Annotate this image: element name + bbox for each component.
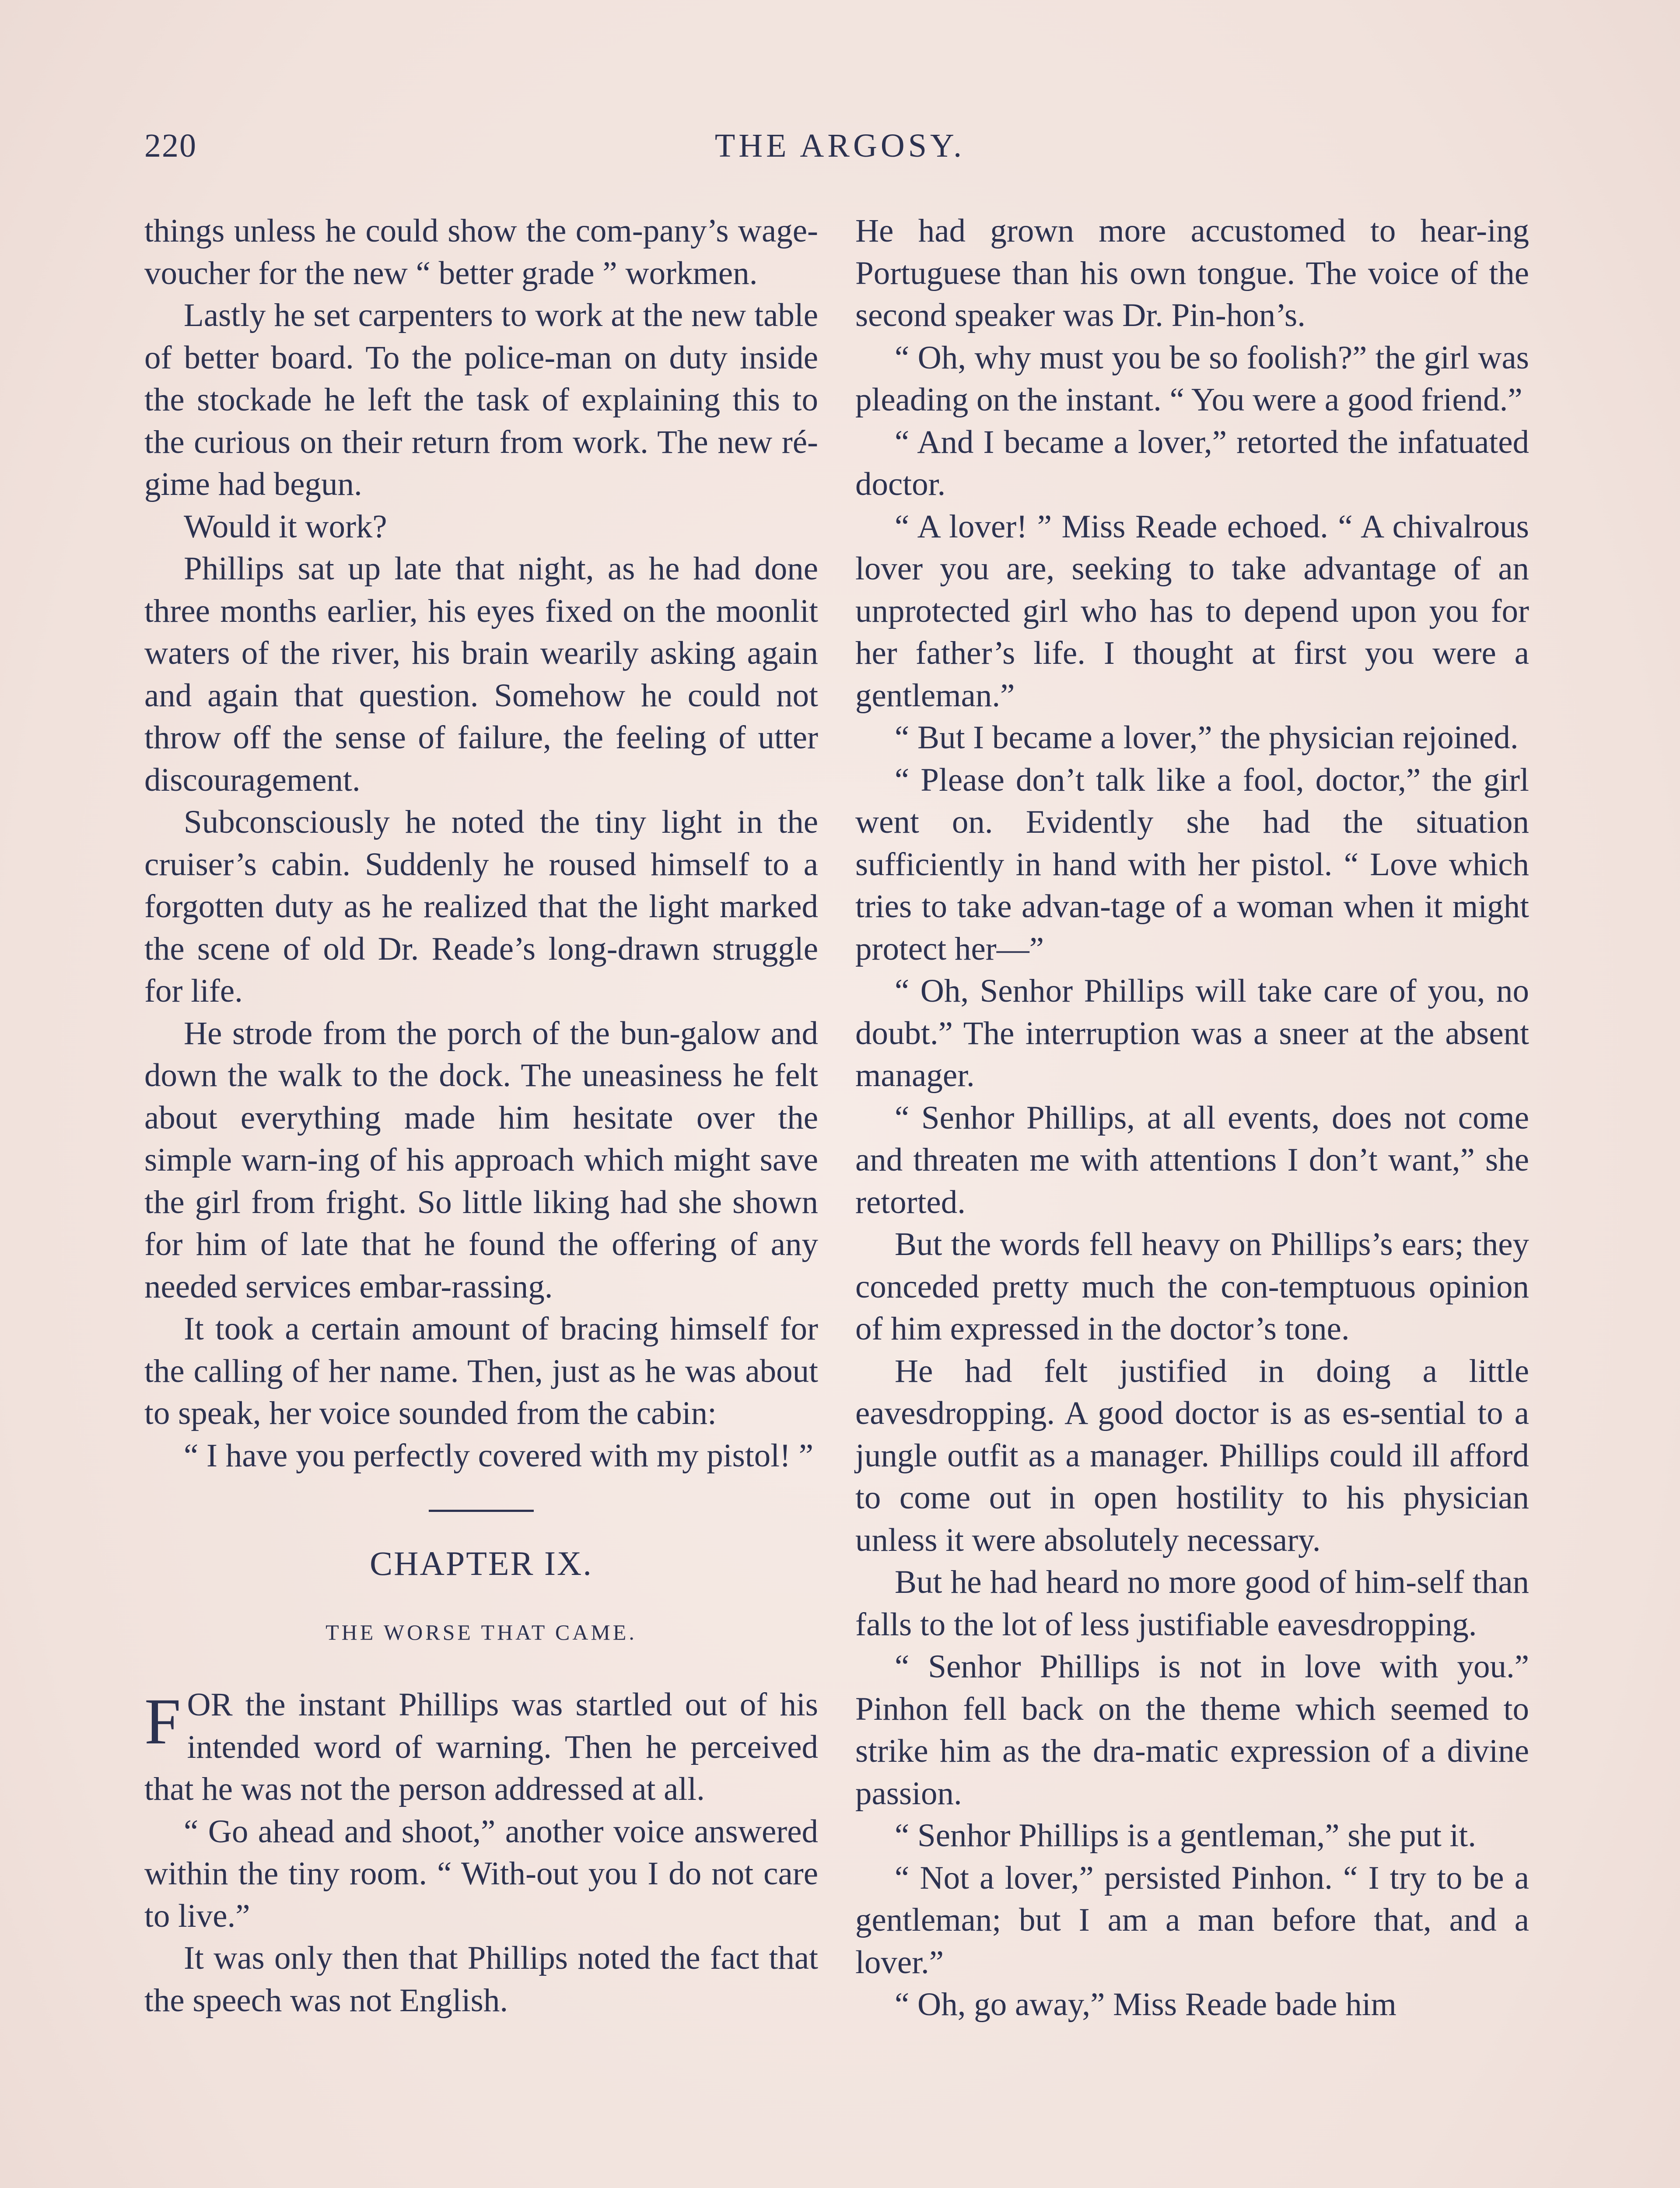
paragraph: “ Senhor Phillips is not in love with you.” Pinhon fell back on the theme which seemed to strike him as the dra-matic expression of a divine passion. — [855, 1648, 1529, 1812]
page-number: 220 — [144, 127, 197, 164]
paragraph: “ Oh, go away,” Miss Reade bade him — [895, 1986, 1396, 2023]
running-title: THE ARGOSY. — [714, 127, 966, 164]
paragraph: He strode from the porch of the bun-galow and down the walk to the dock. The uneasiness he felt about everything made him hesitate over the simple warn-ing of his approach which might save the girl from fright. So little liking had she shown for him of late that he found the offering of any needed services embar-rassing. — [144, 1015, 818, 1305]
paragraph: Would it work? — [184, 508, 387, 545]
right-column — [855, 210, 1529, 2026]
section-divider — [429, 1510, 534, 1512]
paragraph: “ But I became a lover,” the physician rejoined. — [895, 719, 1519, 756]
paragraph: “ Senhor Phillips, at all events, does not come and threaten me with attentions I don’t want,” she retorted. — [855, 1099, 1529, 1220]
paragraph: It was only then that Phillips noted the fact that the speech was not English. — [144, 1940, 818, 2019]
paragraph: “ A lover! ” Miss Reade echoed. “ A chivalrous lover you are, seeking to take advantage of an unprotected girl who has to depend upon you for her father’s life. I thought at first you were a gentleman.” — [855, 508, 1529, 714]
paragraph: “ Oh, why must you be so foolish?” the girl was pleading on the instant. “ You were a good friend.” — [855, 339, 1529, 418]
chapter-opening-paragraph — [144, 1684, 818, 1811]
paragraph: He had felt justified in doing a little eavesdropping. A good doctor is as es-sential to a jungle outfit as a manager. Phillips could ill afford to come out in open hostility to his physician unless it were absolutely necessary. — [855, 1353, 1529, 1558]
paragraph: “ And I became a lover,” retorted the infatuated doctor. — [855, 424, 1529, 502]
paragraph: He had grown more accustomed to hear-ing Portuguese than his own tongue. The voice of the second speaker was Dr. Pin-hon’s. — [855, 213, 1529, 333]
paragraph: But the words fell heavy on Phillips’s ears; they conceded pretty much the con-temptuous opinion of him expressed in the doctor’s tone. — [855, 1226, 1529, 1347]
opening-text: OR the instant Phillips was startled out of his intended word of warning. Then he perceived that he was not the person addressed at all. — [144, 1687, 818, 1807]
paragraph: “ Not a lover,” persisted Pinhon. “ I try to be a gentleman; but I am a man before that, and a lover.” — [855, 1859, 1529, 1981]
page-header — [144, 127, 1536, 179]
paragraph: Phillips sat up late that night, as he had done three months earlier, his eyes fixed on the moonlit waters of the river, his brain wearily asking again and again that question. Somehow he could not throw off the sense of failure, the feeling of utter discouragement. — [144, 551, 818, 798]
paragraph: Lastly he set carpenters to work at the new table of better board. To the police-man on duty inside the stockade he left the task of explaining this to the curious on their return from work. The new ré-gime had begun. — [144, 297, 818, 502]
paragraph: “ Senhor Phillips is a gentleman,” she put it. — [895, 1817, 1476, 1854]
paragraph: It took a certain amount of bracing himself for the calling of her name. Then, just as he was about to speak, her voice sounded from the cabin: — [144, 1311, 818, 1431]
left-column — [144, 210, 818, 2022]
paragraph: But he had heard no more good of him-self than falls to the lot of less justifiable eavesdropping. — [855, 1564, 1529, 1643]
chapter-subtitle: THE WORSE THAT CAME. — [326, 1620, 637, 1645]
paragraph: Subconsciously he noted the tiny light in the cruiser’s cabin. Suddenly he roused himself to a forgotten duty as he realized that the light marked the scene of old Dr. Reade’s long-drawn struggle for life. — [144, 804, 818, 1009]
paragraph: things unless he could show the com-pany’s wage-voucher for the new “ better grade ” workmen. — [144, 213, 818, 291]
paragraph: “ Please don’t talk like a fool, doctor,” the girl went on. Evidently she had the situation sufficiently in hand with her pistol. “ Love which tries to take advan-tage of a woman when it might protect her—” — [855, 761, 1529, 967]
drop-cap: F — [144, 1685, 181, 1758]
paragraph: “ I have you perfectly covered with my pistol! ” — [184, 1437, 814, 1474]
chapter-title: CHAPTER IX. — [370, 1544, 593, 1582]
paragraph: “ Go ahead and shoot,” another voice answered within the tiny room. “ With-out you I do not care to live.” — [144, 1813, 818, 1934]
paragraph: “ Oh, Senhor Phillips will take care of you, no doubt.” The interruption was a sneer at the absent manager. — [855, 973, 1529, 1094]
